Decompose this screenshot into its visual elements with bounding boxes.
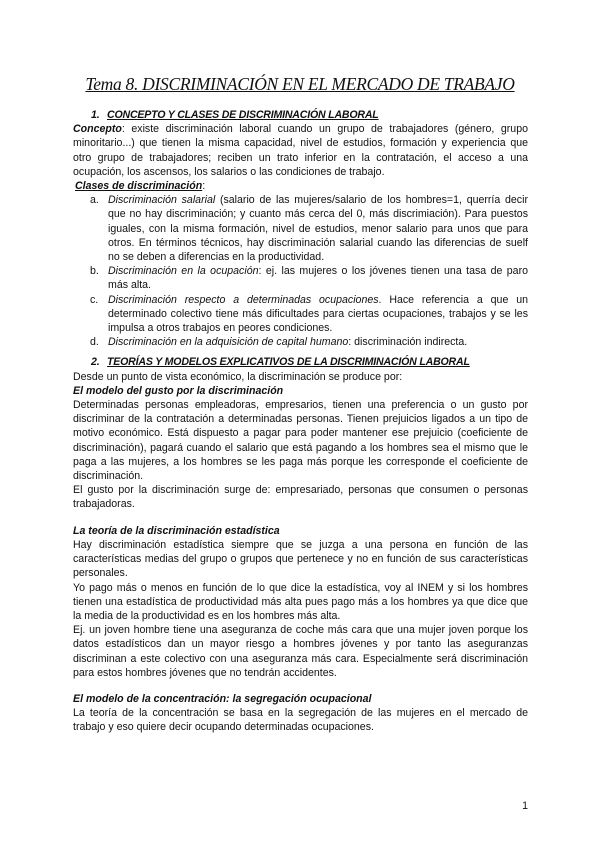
list-term: Discriminación respecto a determinadas ocupaciones [108, 293, 379, 306]
model-1-paragraph-2: El gusto por la discriminación surge de: empresariado, personas que consumen o personas trabajadoras. [73, 484, 528, 511]
model-2-paragraph-2: Yo pago más o menos en función de lo que dice la estadística, voy al INEM y si los hombres tienen una estadística de productividad más alta pues pago más a los hombres ya que dice que la media de la productividad es en los hombres más alta. [73, 581, 528, 622]
concept-label: Concepto [73, 123, 122, 136]
list-marker: d. [90, 336, 99, 349]
page-number: 1 [522, 800, 528, 812]
list-text: . Hace referencia a que un determinado colectivo tiene más dificultades para ciertas ocupaciones, trabajos y se les impulsa a otros trabajos en peores condiciones. [108, 293, 528, 335]
model-1-paragraph-1: Determinadas personas empleadoras, empresarios, tienen una preferencia o un gusto por discriminar de la contratación a determinadas personas. Tienen prejuicios ligados a un tipo de motivo económico. Está dispuesto a pagar para poder mantener ese prejuicio (coeficiente de discriminación), pagará cuando el salario que está pagando a los hombres sea el mismo que le paga a las mujeres, a los hombres se les paga más porque les corresponde el coeficiente de discriminación. [73, 399, 528, 483]
list-item [73, 293, 528, 336]
model-1-title: El modelo del gusto por la discriminación [73, 384, 284, 397]
classes-heading [75, 179, 528, 193]
list-marker: c. [90, 293, 99, 306]
concept-paragraph [73, 122, 528, 179]
section-1-heading [91, 108, 528, 122]
list-item [73, 193, 528, 264]
list-text: : discriminación indirecta. [348, 336, 468, 349]
model-2-paragraph-3: Ej. un joven hombre tiene una aseguranza de coche más cara que una mujer joven porque los datos estadísticos dan un mayor riesgo a hombres jóvenes y por tanto las aseguranzas discriminan a este colectivo con una aseguranza más cara. Especialmente será discriminación para estos hombres jóvenes que no tendrán accidentes. [73, 624, 528, 679]
concept-text: : existe discriminación laboral cuando un grupo de trabajadores (género, grupo minoritario...) que tienen la misma capacidad, nivel de estudios, formación y experiencia que otro grupo de trabajadores; reciben un trato inferior en la contratación, el acceso a una ocupación, los ascensos, los salarios o las condiciones de trabajo. [73, 123, 528, 178]
classes-label: Clases de discriminación [75, 180, 203, 193]
model-2-title: La teoría de la discriminación estadística [73, 524, 280, 537]
document-body [73, 108, 528, 735]
list-item [73, 264, 528, 292]
list-term: Discriminación en la adquisición de capital humano [108, 336, 349, 349]
list-marker: b. [90, 265, 99, 278]
discrimination-classes-list [73, 193, 528, 349]
model-2-paragraph-1: Hay discriminación estadística siempre que se juzga a una persona en función de las características medias del grupo o grupos que pertenece y no en función de sus características personales. [73, 538, 528, 580]
list-item [73, 335, 528, 349]
section-2-heading [91, 355, 528, 369]
list-marker: a. [90, 194, 99, 207]
section-2-intro: Desde un punto de vista económico, la discriminación se produce por: [73, 370, 403, 383]
section-2-number: 2. [91, 356, 100, 369]
list-term: Discriminación en la ocupación [108, 265, 259, 278]
list-text: (salario de las mujeres/salario de los hombres=1, querría decir que no hay discriminación; y cuanto más cerca del 0, más discrimiación). Para puestos iguales, con la misma formación, nivel de estudios, menor salario para unos que para otros. En términos técnicos, hay discriminación salarial cuando las diferencias de suelf no se deben a diferencias en la productividad. [108, 194, 528, 264]
list-term: Discriminación salarial [108, 194, 216, 207]
section-1-number: 1. [91, 109, 100, 121]
model-3-title: El modelo de la concentración: la segregación ocupacional [73, 692, 372, 705]
section-2-title: TEORÍAS Y MODELOS EXPLICATIVOS DE LA DISCRIMINACIÓN LABORAL [107, 356, 470, 369]
model-3-paragraph-1: La teoría de la concentración se basa en la segregación de las mujeres en el mercado de trabajo y eso quiere decir ocupando determinadas ocupaciones. [73, 707, 528, 734]
page-title: Tema 8. DISCRIMINACIÓN EN EL MERCADO DE TRABAJO [85, 74, 515, 94]
list-text: : ej. las mujeres o los jóvenes tienen una tasa de paro más alta. [108, 265, 528, 292]
classes-colon: : [202, 180, 206, 193]
section-1-title: CONCEPTO Y CLASES DE DISCRIMINACIÓN LABORAL [107, 109, 379, 121]
